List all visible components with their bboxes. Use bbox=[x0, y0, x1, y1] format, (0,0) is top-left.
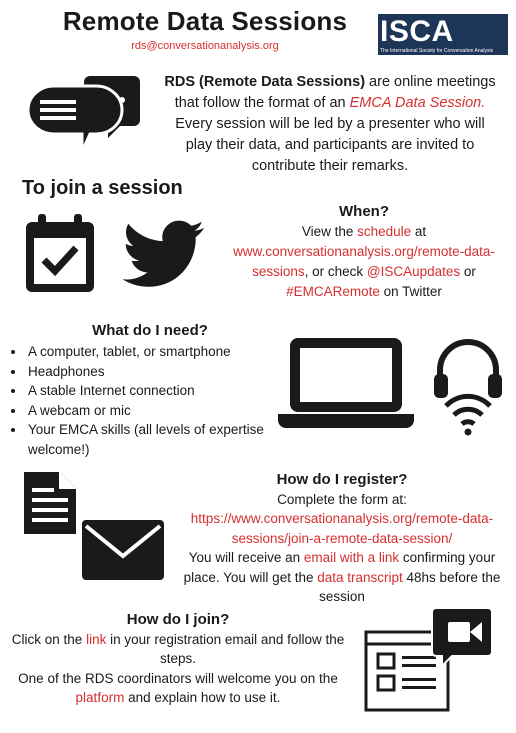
register-text-1: Complete the form at: bbox=[277, 491, 407, 507]
join-text-1: Click on the bbox=[11, 631, 87, 647]
intro-paragraph bbox=[160, 72, 500, 177]
register-text bbox=[172, 490, 512, 549]
envelope-icon bbox=[80, 518, 166, 582]
email-link-highlight: email with a link bbox=[303, 550, 400, 565]
twitter-bird-icon bbox=[120, 220, 206, 292]
join-how-title: How do I join? bbox=[126, 611, 230, 628]
calendar-check-icon bbox=[24, 212, 96, 294]
need-list bbox=[8, 342, 276, 459]
twitter-handle-link[interactable]: @ISCAupdates bbox=[366, 264, 461, 279]
join-heading: To join a session bbox=[22, 177, 183, 199]
platform-highlight: platform bbox=[75, 690, 125, 705]
chat-bubbles-icon bbox=[24, 72, 144, 156]
contact-email-link[interactable]: rds@conversationanalysis.org bbox=[131, 40, 279, 52]
when-text-5: on Twitter bbox=[379, 284, 442, 299]
registration-form-link[interactable]: https://www.conversationanalysis.org/remote-data-sessions/join-a-remote-data-session/ bbox=[190, 511, 494, 546]
logo-mark: ISCA bbox=[380, 15, 454, 48]
join-text-2: in your registration email and follow the steps. bbox=[106, 631, 345, 666]
register-confirm-text bbox=[172, 548, 512, 607]
join-how-text-1 bbox=[8, 630, 348, 669]
logo-subtitle: The International Society for Conversation Analysis bbox=[380, 48, 494, 54]
when-text-3: , or check bbox=[304, 264, 367, 279]
isca-logo bbox=[378, 14, 508, 55]
join-how-text-2 bbox=[8, 669, 348, 708]
data-transcript-highlight: data transcript bbox=[317, 569, 403, 585]
list-item: • A computer, tablet, or smartphone bbox=[26, 342, 276, 362]
schedule-link[interactable]: schedule bbox=[357, 224, 412, 239]
when-section bbox=[216, 202, 512, 302]
need-title: What do I need? bbox=[92, 322, 208, 339]
rds-website-link[interactable]: www.conversationanalysis.org/remote-data-sessions bbox=[233, 244, 495, 279]
register-title: How do I register? bbox=[276, 471, 408, 488]
register-text-2: You will receive an bbox=[188, 550, 304, 565]
intro-highlight: EMCA Data Session. bbox=[349, 95, 486, 111]
document-icon bbox=[22, 470, 78, 536]
when-text-1: View the bbox=[301, 224, 358, 239]
link-highlight: link bbox=[86, 631, 107, 647]
intro-bold: RDS (Remote Data Sessions) bbox=[164, 74, 366, 90]
list-item: • A webcam or mic bbox=[26, 401, 276, 421]
headset-wifi-icon bbox=[432, 336, 504, 436]
register-section bbox=[172, 470, 512, 607]
video-form-icon bbox=[362, 604, 496, 718]
register-text-4: 48hs before the session bbox=[319, 569, 501, 604]
when-title: When? bbox=[339, 203, 389, 220]
when-text-2: at bbox=[411, 224, 427, 239]
list-item: • Your EMCA skills (all levels of expertise welcome!) bbox=[26, 420, 276, 459]
hashtag-link[interactable]: #EMCARemote bbox=[286, 284, 380, 299]
join-text-3: One of the RDS coordinators will welcome you on the bbox=[18, 670, 338, 686]
join-text-4: and explain how to use it. bbox=[124, 690, 281, 705]
when-text-4: or bbox=[460, 264, 476, 279]
intro-text-2: Every session will be led by a presenter who will play their data, and participants are invited to contribute their remarks. bbox=[175, 116, 485, 174]
list-item: • Headphones bbox=[26, 362, 276, 382]
join-how-section bbox=[8, 610, 348, 708]
list-item: • A stable Internet connection bbox=[26, 381, 276, 401]
when-text bbox=[216, 222, 512, 302]
page-title: Remote Data Sessions bbox=[62, 6, 348, 36]
register-text-3: confirming your place. You will get the bbox=[183, 550, 496, 585]
laptop-icon bbox=[276, 336, 416, 430]
intro-text-1: are online meetings that follow the format of an bbox=[174, 74, 496, 111]
